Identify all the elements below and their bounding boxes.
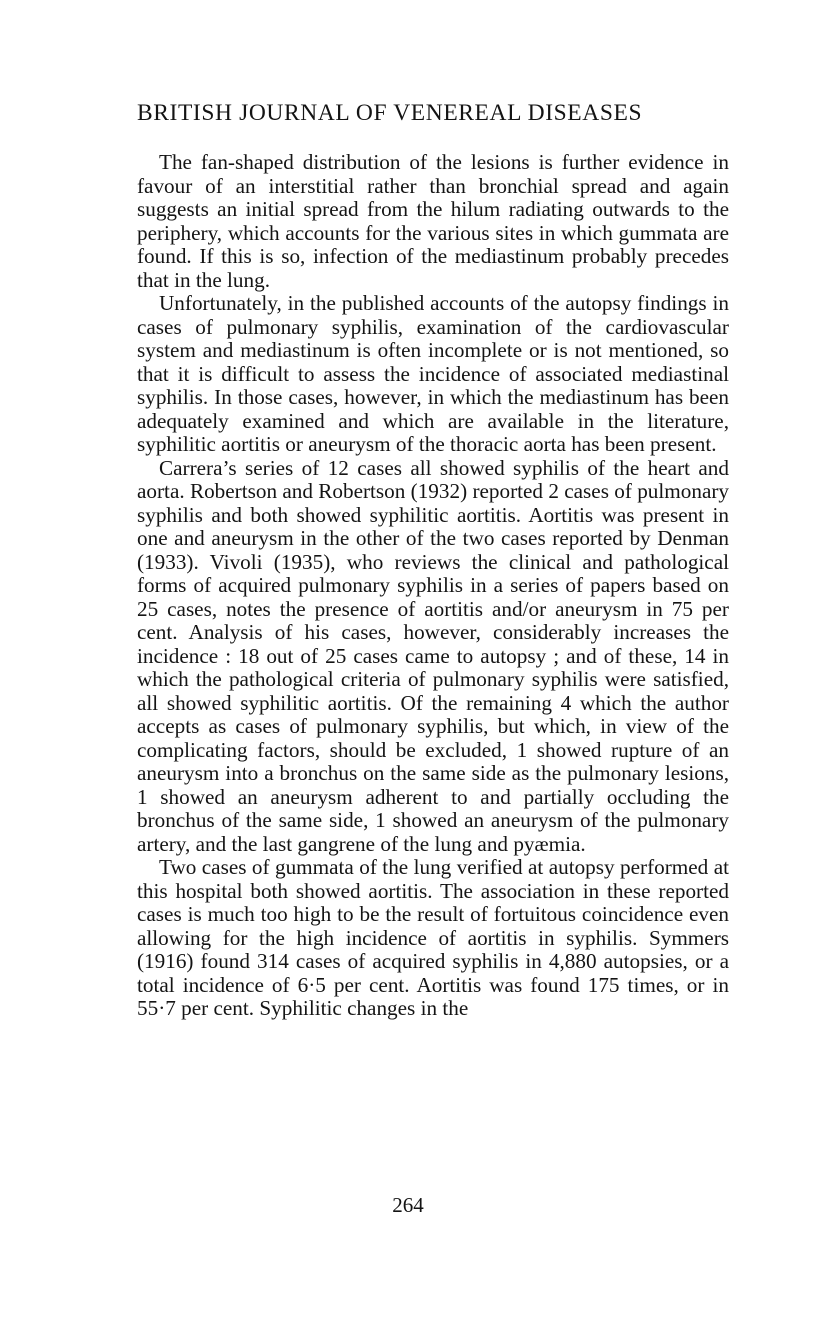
page-number: 264 <box>392 1193 424 1217</box>
paragraph-4: Two cases of gummata of the lung verified at autopsy performed at this hospital both showed aortitis. The association in these reported cases is much too high to be the result of fortuitous coincidence even allowing for the high incidence of aortitis in syphilis. Symmers (1916) found 314 cases of acquired syphilis in 4,880 autopsies, or a total incidence of 6·5 per cent. Aortitis was found 175 times, or in 55·7 per cent. Syphilitic changes in the <box>137 855 729 1020</box>
article-body <box>137 151 729 1021</box>
paragraph-2: Unfortunately, in the published accounts of the autopsy findings in cases of pulmonary syphilis, examination of the cardiovascular system and mediastinum is often incomplete or is not mentioned, so that it is difficult to assess the incidence of associated mediastinal syphilis. In those cases, however, in which the mediastinum has been adequately examined and which are available in the literature, syphilitic aortitis or aneurysm of the thoracic aorta has been present. <box>137 291 729 456</box>
paragraph-3: Carrera’s series of 12 cases all showed syphilis of the heart and aorta. Robertson and Robertson (1932) reported 2 cases of pulmonary syphilis and both showed syphilitic aortitis. Aortitis was present in one and aneurysm in the other of the two cases reported by Denman (1933). Vivoli (1935), who reviews the clinical and pathological forms of acquired pulmonary syphilis in a series of papers based on 25 cases, notes the presence of aortitis and/or aneurysm in 75 per cent. Analysis of his cases, however, considerably increases the incidence : 18 out of 25 cases came to autopsy ; and of these, 14 in which the pathological criteria of pulmonary syphilis were satisfied, all showed syphilitic aortitis. Of the remaining 4 which the author accepts as cases of pulmonary syphilis, but which, in view of the complicating factors, should be excluded, 1 showed rupture of an aneurysm into a bronchus on the same side as the pulmonary lesions, 1 showed an aneurysm adherent to and partially occluding the bronchus of the same side, 1 showed an aneurysm of the pulmonary artery, and the last gangrene of the lung and pyæmia. <box>137 455 729 856</box>
paragraph-1: The fan-shaped distribution of the lesions is further evidence in favour of an interstitial rather than bronchial spread and again suggests an initial spread from the hilum radiating outwards to the periphery, which accounts for the various sites in which gummata are found. If this is so, infection of the mediastinum probably precedes that in the lung. <box>137 150 729 292</box>
running-header: BRITISH JOURNAL OF VENEREAL DISEASES <box>137 100 643 126</box>
